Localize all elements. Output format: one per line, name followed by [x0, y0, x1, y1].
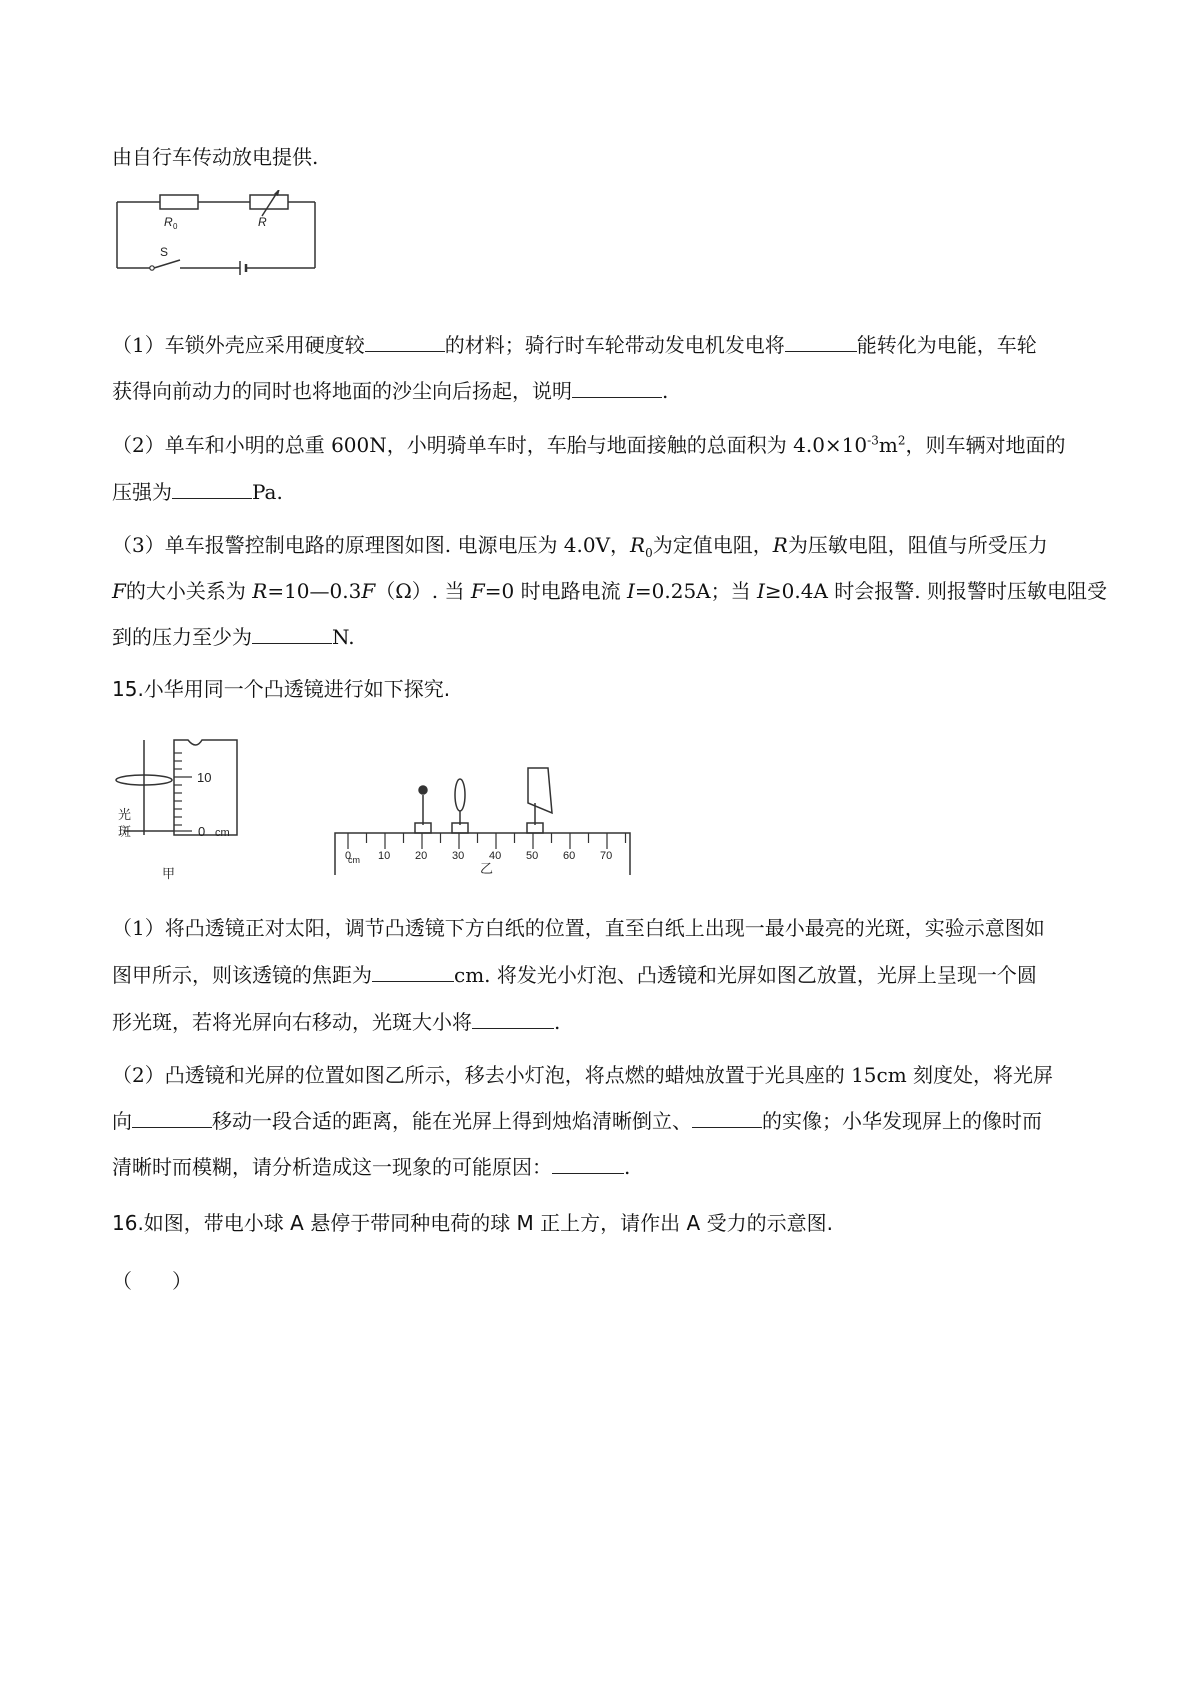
q16-answer-parentheses: （ ）: [112, 1269, 192, 1293]
ruler-tick-label: 70: [600, 850, 613, 862]
q14-p3-line2: F的大小关系为 R=10—0.3F（Ω）. 当 F=0 时电路电流 I=0.25A；当 I≥0.4A 时会报警. 则报警时压敏电阻受: [112, 579, 1107, 603]
circuit-diagram: [112, 190, 327, 280]
q14-p1-line2: 获得向前动力的同时也将地面的沙尘向后扬起，说明 .: [112, 379, 669, 403]
q15-title: 15.小华用同一个凸透镜进行如下探究.: [112, 677, 451, 701]
q14-p3-line1: （3）单车报警控制电路的原理图如图. 电源电压为 4.0V，$R_0$为定值电阻，R为压敏电阻，阻值与所受压力: [112, 533, 1048, 560]
q15-p1-line3: 形光斑，若将光屏向右移动，光斑大小将 .: [112, 1010, 561, 1034]
spot-label-1: 光: [118, 807, 132, 822]
q16-title: 16.如图，带电小球 A 悬停于带同种电荷的球 M 正上方，请作出 A 受力的示意图.: [112, 1211, 833, 1235]
r0-subscript: 0: [173, 222, 178, 231]
bulb-holder: [415, 786, 431, 833]
q15-p1-line2: 图甲所示，则该透镜的焦距为 cm. 将发光小灯泡、凸透镜和光屏如图乙放置，光屏上呈现一个圆: [112, 963, 1037, 987]
spot-label-2: 斑: [118, 824, 132, 839]
screen-holder: [527, 768, 552, 833]
ruler-tick-label: 10: [378, 850, 391, 862]
q15-p2-line1: （2）凸透镜和光屏的位置如图乙所示，移去小灯泡，将点燃的蜡烛放置于光具座的 15cm 刻度处，将光屏: [112, 1063, 1054, 1087]
figure-yi-caption: 乙: [480, 861, 494, 875]
ruler-tick-label: 20: [415, 850, 428, 862]
ruler-tick-label: 60: [563, 850, 576, 862]
q15-p2-line2: 向 移动一段合适的距离，能在光屏上得到烛焰清晰倒立、 的实像；小华发现屏上的像时而: [112, 1109, 1042, 1133]
q14-p2-line1: （2）单车和小明的总重 600N，小明骑单车时，车胎与地面接触的总面积为 $4.0\times 10^{-3}m^2$，则车辆对地面的: [112, 433, 1066, 457]
q15-p2-line3: 清晰时而模糊，请分析造成这一现象的可能原因： .: [112, 1155, 631, 1179]
ruler-tick-label: 0: [345, 850, 352, 862]
figure-jia: [112, 735, 247, 885]
q15-p1-line1: （1）将凸透镜正对太阳，调节凸透镜下方白纸的位置，直至白纸上出现一最小最亮的光斑，实验示意图如: [112, 916, 1045, 940]
lens-holder: [452, 779, 468, 833]
q14-p3-line3: 到的压力至少为 N.: [112, 625, 355, 649]
tick-10-label: 10: [197, 770, 212, 785]
ruler-tick-label: 40: [489, 850, 502, 862]
q14-p2-line2: 压强为 Pa.: [112, 480, 283, 504]
figure-jia-caption: 甲: [162, 866, 176, 881]
ruler-unit: cm: [348, 855, 360, 865]
switch-label: S: [160, 245, 169, 259]
tick-0-label: 0: [198, 824, 206, 839]
figure-yi: [330, 755, 640, 875]
r-label: R: [258, 215, 267, 229]
ruler-tick-label: 30: [452, 850, 465, 862]
r0-label: R: [164, 215, 173, 229]
intro-text: 由自行车传动放电提供.: [112, 145, 319, 169]
svg-text:cm: cm: [215, 827, 230, 839]
ruler-tick-label: 50: [526, 850, 539, 862]
q14-p1-line1: （1）车锁外壳应采用硬度较 的材料；骑行时车轮带动发电机发电将 能转化为电能，车轮: [112, 333, 1037, 357]
